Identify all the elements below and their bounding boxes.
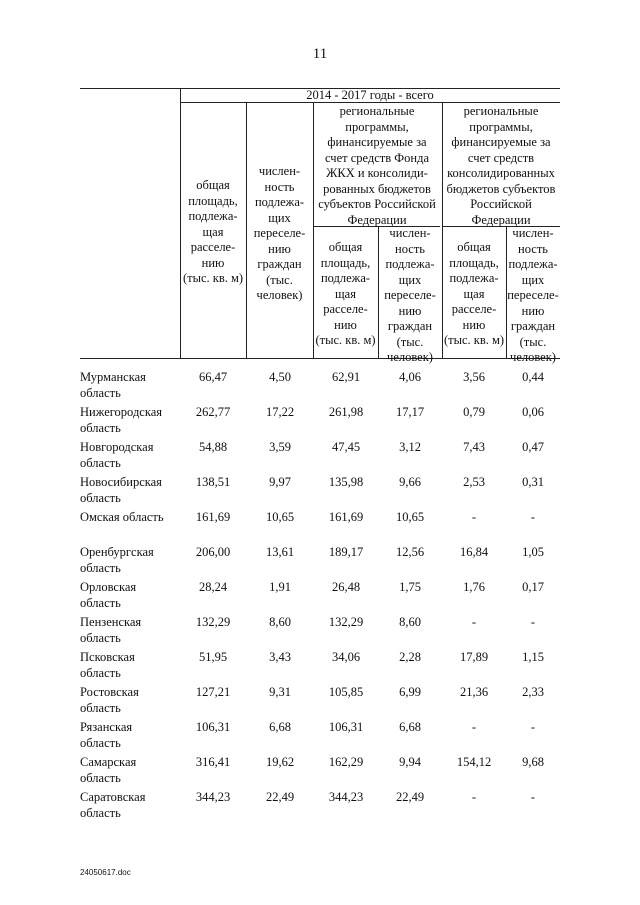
table-cell: 0,79 (463, 405, 485, 419)
header-bottom-rule (80, 358, 560, 359)
table-row (80, 685, 560, 720)
table-cell: 162,29 (328, 755, 364, 769)
table-cell: 1,91 (269, 580, 291, 594)
table-cell: 62,91 (331, 370, 361, 384)
table-row (80, 405, 560, 440)
region-name: Орловская область (80, 580, 137, 610)
table-cell: 135,98 (328, 475, 364, 489)
table-cell: - (530, 790, 536, 804)
table-cell: - (530, 720, 536, 734)
page-number: 11 (312, 46, 328, 62)
table-cell: 8,60 (269, 615, 291, 629)
table-cell: 344,23 (328, 790, 364, 804)
table-cell: 206,00 (195, 545, 231, 559)
document-filename: 24050617.doc (80, 868, 131, 877)
table-cell: 0,44 (522, 370, 544, 384)
table-cell: 138,51 (195, 475, 231, 489)
table-cell: 3,59 (269, 440, 291, 454)
table-row (80, 475, 560, 510)
region-name: Самарская область (80, 755, 137, 785)
header-fund-people: числен- ность подлежа- щих переселе- нию граждан (тыс. человек) (384, 226, 436, 364)
table-cell: 54,88 (198, 440, 228, 454)
table-cell: 132,29 (195, 615, 231, 629)
header-total-area: общая площадь, подлежа- щая расселе- нию (тыс. кв. м) (182, 178, 244, 285)
table-cell: 154,12 (456, 755, 492, 769)
table-row (80, 370, 560, 405)
table-cell: 3,43 (269, 650, 291, 664)
table-cell: 3,12 (399, 440, 421, 454)
region-name: Нижегородская область (80, 405, 163, 435)
table-cell: 127,21 (195, 685, 231, 699)
table-cell: 9,66 (399, 475, 421, 489)
table-cell: 26,48 (331, 580, 361, 594)
header-group-regional: региональные программы, финансируемые за счет средств консолидированных бюджетов субъектов Российской Федерации (446, 104, 556, 227)
table-cell: 106,31 (328, 720, 364, 734)
table-cell: 1,15 (522, 650, 544, 664)
table-cell: 0,47 (522, 440, 544, 454)
table-cell: - (530, 615, 536, 629)
table-cell: 132,29 (328, 615, 364, 629)
region-name: Мурманская область (80, 370, 146, 400)
table-cell: 189,17 (328, 545, 364, 559)
table-row (80, 545, 560, 580)
region-name: Омская область (80, 510, 164, 524)
table-cell: 106,31 (195, 720, 231, 734)
table-cell: 47,45 (331, 440, 361, 454)
region-name: Саратовская область (80, 790, 146, 820)
table-cell: 17,22 (265, 405, 295, 419)
region-name: Оренбургская область (80, 545, 154, 575)
table-cell: 22,49 (265, 790, 295, 804)
table-row (80, 755, 560, 790)
table-row (80, 790, 560, 825)
table-cell: 16,84 (459, 545, 489, 559)
table-cell: 2,53 (463, 475, 485, 489)
table-cell: 10,65 (395, 510, 425, 524)
table-cell: 34,06 (331, 650, 361, 664)
table-cell: - (530, 510, 536, 524)
region-name: Ростовская область (80, 685, 139, 715)
table-cell: 13,61 (265, 545, 295, 559)
table-cell: 0,17 (522, 580, 544, 594)
header-group-fund: региональные программы, финансируемые за счет средств Фонда ЖКХ и консолиди- рованных бюджетов субъектов Российской Федерации (318, 104, 436, 227)
region-name: Псковская область (80, 650, 135, 680)
table-cell: 21,36 (459, 685, 489, 699)
table-cell: 19,62 (265, 755, 295, 769)
table-cell: 4,50 (269, 370, 291, 384)
table-cell: 12,56 (395, 545, 425, 559)
table-cell: 261,98 (328, 405, 364, 419)
header-regional-people: числен- ность подлежа- щих переселе- нию граждан (тыс. человек) (507, 226, 559, 364)
table-cell: 9,97 (269, 475, 291, 489)
table-cell: 51,95 (198, 650, 228, 664)
table-cell: 6,68 (269, 720, 291, 734)
table-header (80, 88, 560, 364)
table-cell: 66,47 (198, 370, 228, 384)
table-cell: 17,17 (395, 405, 425, 419)
table-cell: - (471, 790, 477, 804)
table-cell: 1,75 (399, 580, 421, 594)
table-cell: - (471, 510, 477, 524)
table-cell: 2,28 (399, 650, 421, 664)
region-name: Пензенская область (80, 615, 142, 645)
region-name: Новгородская область (80, 440, 154, 470)
table-cell: - (471, 615, 477, 629)
table-cell: 1,76 (463, 580, 485, 594)
table-row (80, 510, 560, 545)
table-cell: 105,85 (328, 685, 364, 699)
table-cell: 9,68 (522, 755, 544, 769)
table-cell: 17,89 (459, 650, 489, 664)
header-total-people: числен- ность подлежа- щих переселе- нию граждан (тыс. человек) (253, 164, 306, 302)
header-period: 2014 - 2017 годы - всего (306, 88, 434, 102)
table-cell: 262,77 (195, 405, 231, 419)
table-cell: 6,68 (399, 720, 421, 734)
header-fund-area: общая площадь, подлежа- щая расселе- нию (тыс. кв. м) (315, 240, 376, 347)
table-row (80, 720, 560, 755)
table-cell: 161,69 (195, 510, 231, 524)
table-row (80, 615, 560, 650)
table-cell: 7,43 (463, 440, 485, 454)
table-cell: 6,99 (399, 685, 421, 699)
table-cell: 1,05 (522, 545, 544, 559)
header-regional-area: общая площадь, подлежа- щая расселе- нию (тыс. кв. м) (443, 240, 505, 347)
table-cell: 9,94 (399, 755, 421, 769)
table-cell: 0,31 (522, 475, 544, 489)
table-row (80, 440, 560, 475)
table-cell: 4,06 (399, 370, 421, 384)
region-name: Рязанская область (80, 720, 133, 750)
table-cell: 9,31 (269, 685, 291, 699)
table-row (80, 650, 560, 685)
table-cell: 2,33 (522, 685, 544, 699)
table-row (80, 580, 560, 615)
table-cell: 8,60 (399, 615, 421, 629)
table-cell: 316,41 (195, 755, 231, 769)
table-cell: 22,49 (395, 790, 425, 804)
region-name: Новосибирская область (80, 475, 162, 505)
table-cell: - (471, 720, 477, 734)
table-cell: 344,23 (195, 790, 231, 804)
table-cell: 0,06 (522, 405, 544, 419)
table-cell: 161,69 (328, 510, 364, 524)
table-cell: 3,56 (463, 370, 485, 384)
table-body (80, 370, 560, 825)
table-cell: 28,24 (198, 580, 228, 594)
table-cell: 10,65 (265, 510, 295, 524)
